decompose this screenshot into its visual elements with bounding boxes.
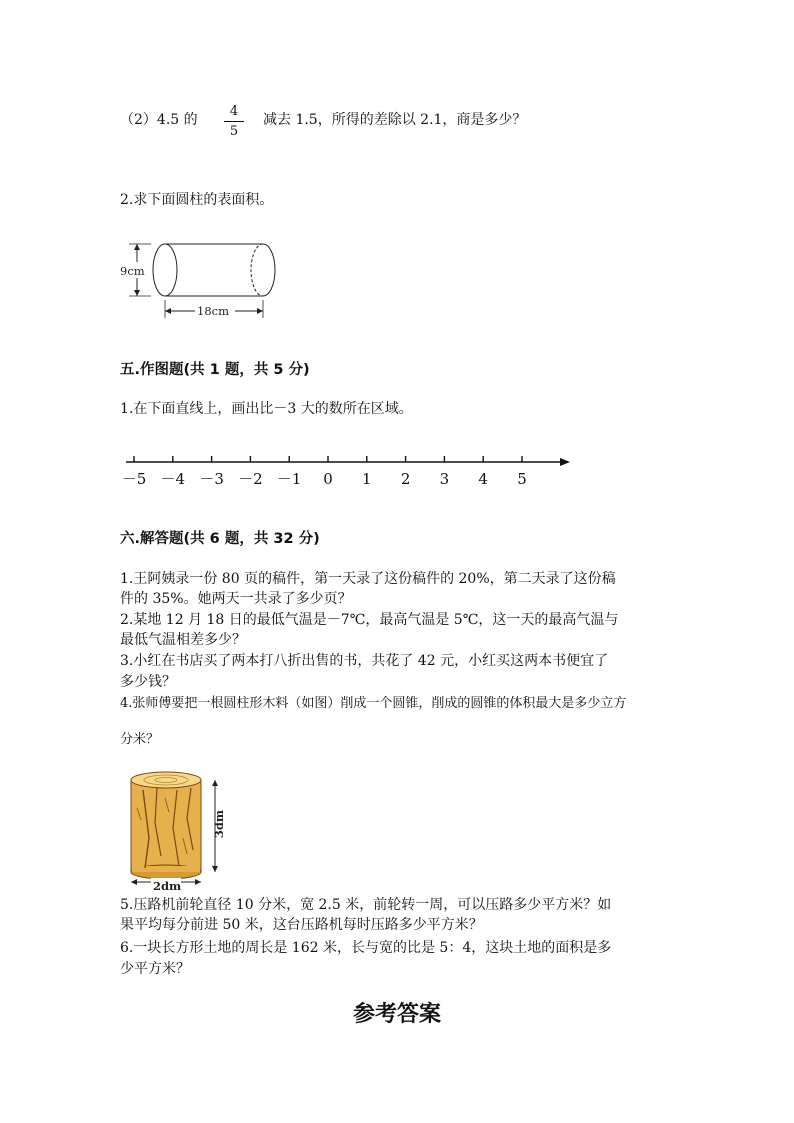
surface-area-question: 2.求下面圆柱的表面积。 xyxy=(120,192,274,208)
number-line-label: 1 xyxy=(362,470,372,488)
number-line-label: 5 xyxy=(517,470,527,488)
answer-key-title: 参考答案 xyxy=(352,1001,441,1027)
problem-3-line-1: 3.小红在书店买了两本打八折出售的书，共花了 42 元，小红买这两本书便宜了 xyxy=(120,653,609,669)
problem-2-line-1: 2.某地 12 月 18 日的最低气温是－7℃，最高气温是 5℃，这一天的最高气温与 xyxy=(120,612,619,628)
number-line-label: －3 xyxy=(199,470,224,488)
problem-2-line-2: 最低气温相差多少？ xyxy=(120,632,246,648)
fraction xyxy=(224,104,244,139)
problem-5-line-1: 5.压路机前轮直径 10 分米，宽 2.5 米，前轮转一周，可以压路多少平方米？如 xyxy=(120,897,612,913)
fraction-denominator: 5 xyxy=(229,124,239,139)
problem-3-line-2: 多少钱？ xyxy=(120,674,176,690)
problem-6-line-1: 6.一块长方形土地的周长是 162 米，长与宽的比是 5：4，这块土地的面积是多 xyxy=(120,940,612,956)
fraction-numerator: 4 xyxy=(229,104,239,119)
number-line xyxy=(120,450,580,492)
number-line-label: 4 xyxy=(478,470,488,488)
problem-1-line-2: 件的 35%。她两天一共录了多少页？ xyxy=(120,591,352,607)
q2-suffix: 减去 1.5，所得的差除以 2.1，商是多少？ xyxy=(263,112,527,128)
number-line-label: 2 xyxy=(400,470,411,488)
log-height-label: 3dm xyxy=(212,809,226,839)
number-line-label: 0 xyxy=(323,470,333,488)
q2-prefix: （2）4.5 的 xyxy=(120,112,198,128)
number-line-label: －4 xyxy=(160,470,186,488)
log-width-label: 2dm xyxy=(153,879,182,892)
cylinder-height-label: 9cm xyxy=(120,264,145,278)
number-line-label: －2 xyxy=(238,470,263,488)
cylinder-length-label: 18cm xyxy=(197,304,229,318)
number-line-label: －5 xyxy=(121,470,147,488)
problem-4-line-1: 4.张师傅要把一根圆柱形木料（如图）削成一个圆锥，削成的圆锥的体积最大是多少立方 xyxy=(120,696,627,711)
number-line-label: 3 xyxy=(439,470,450,488)
wood-log-figure xyxy=(125,768,235,892)
section-5-question-1: 1.在下面直线上，画出比－3 大的数所在区域。 xyxy=(120,401,413,417)
problem-1-line-1: 1.王阿姨录一份 80 页的稿件，第一天录了这份稿件的 20%，第二天录了这份稿 xyxy=(120,571,616,587)
number-line-label: －1 xyxy=(276,470,302,488)
problem-4-line-2: 分米？ xyxy=(120,732,160,747)
fraction-bar xyxy=(224,121,244,122)
section-6-title: 六.解答题(共 6 题，共 32 分) xyxy=(120,531,320,547)
section-5-title: 五.作图题(共 1 题，共 5 分) xyxy=(120,362,310,378)
problem-6-line-2: 少平方米？ xyxy=(120,961,190,977)
cylinder-diagram xyxy=(115,236,285,322)
problem-5-line-2: 果平均每分前进 50 米，这台压路机每时压路多少平方米？ xyxy=(120,917,483,933)
